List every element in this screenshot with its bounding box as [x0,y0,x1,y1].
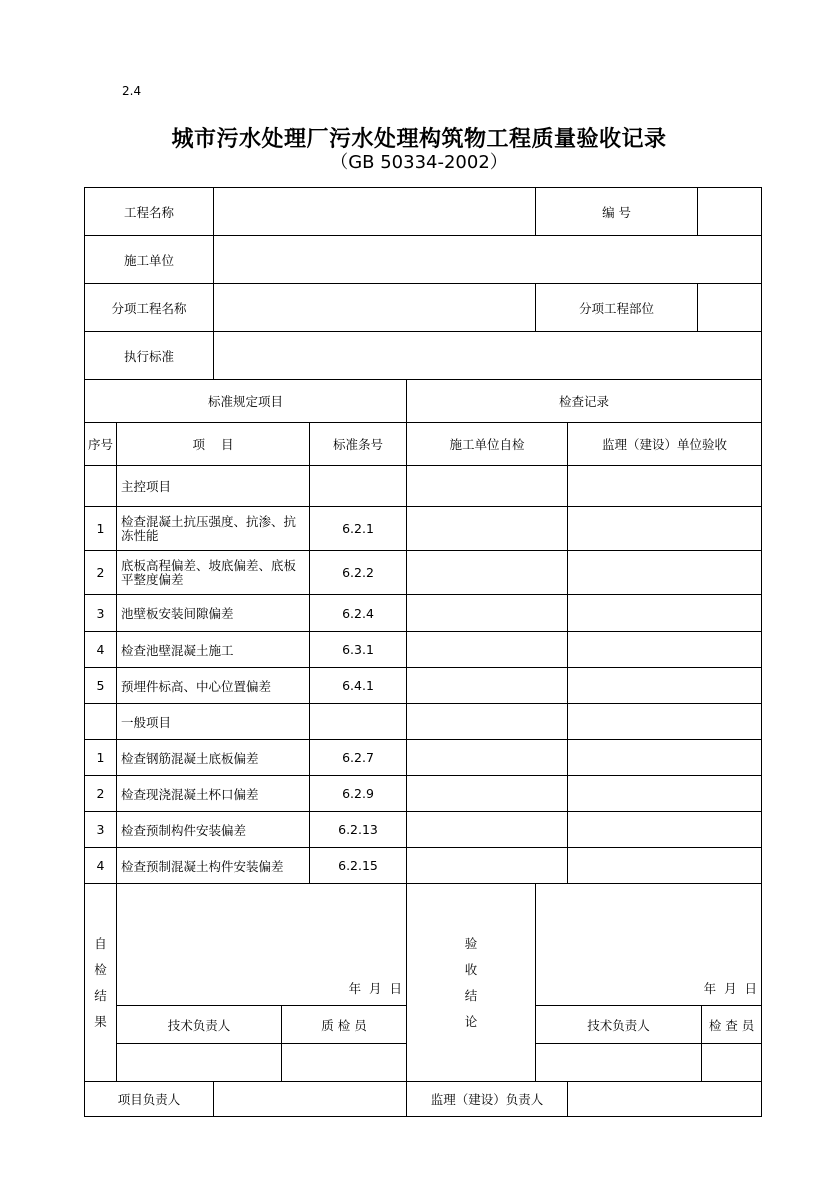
supervisor-check-cell[interactable] [568,551,762,595]
clause-cell: 6.2.9 [310,776,407,812]
self-inspector-label: 质 检 员 [321,1017,367,1033]
table-row [85,668,762,704]
seq-cell [85,466,117,507]
general-group-label: 一般项目 [117,704,310,740]
supervisor-check-cell[interactable] [568,595,762,632]
supervisor-check-cell[interactable] [568,632,762,668]
supervisor-check-cell[interactable] [568,848,762,884]
clause-header: 标准条号 [310,423,407,466]
page-subtitle: （GB 50334-2002） [330,152,508,173]
self-check-cell[interactable] [407,551,568,595]
sub-part-value[interactable] [698,284,762,332]
seq-cell: 2 [85,551,117,595]
item-cell: 检查预制混凝土构件安装偏差 [117,848,310,884]
clause-cell [310,466,407,507]
item-cell: 预埋件标高、中心位置偏差 [117,668,310,704]
standard-label: 执行标准 [85,332,214,380]
seq-header: 序号 [85,423,117,466]
seq-cell: 3 [85,812,117,848]
item-cell: 检查预制构件安装偏差 [117,812,310,848]
accept-inspector-label: 检 查 员 [708,1017,755,1033]
table-row [85,551,762,595]
table-row [85,507,762,551]
seq-cell: 5 [85,668,117,704]
supervisor-check-header: 监理（建设）单位验收 [568,423,762,466]
clause-cell: 6.2.2 [310,551,407,595]
seq-cell: 2 [85,776,117,812]
self-check-cell[interactable] [407,595,568,632]
supervisor-manager-signature[interactable] [568,1082,762,1117]
self-check-cell[interactable] [407,812,568,848]
doc-number: 2.4 [122,84,142,98]
self-check-cell[interactable] [407,507,568,551]
self-result-date[interactable]: 年 月 日 [117,884,407,1006]
project-name-label: 工程名称 [85,188,214,236]
accept-result-label: 验 收 结 论 [407,884,536,1082]
self-check-cell[interactable] [407,632,568,668]
seq-cell: 4 [85,848,117,884]
supervisor-check-cell[interactable] [568,466,762,507]
self-check-cell[interactable] [407,466,568,507]
page-title: 城市污水处理厂污水处理构筑物工程质量验收记录 [171,127,667,152]
self-result-label: 自 检 结 果 [85,884,117,1082]
self-inspector-signature[interactable] [282,1044,407,1081]
project-name-value[interactable] [214,188,536,236]
self-check-header: 施工单位自检 [407,423,568,466]
item-header: 项 目 [117,423,310,466]
code-label: 编 号 [536,188,698,236]
contractor-label: 施工单位 [85,236,214,284]
supervisor-check-cell[interactable] [568,776,762,812]
supervisor-check-cell[interactable] [568,704,762,740]
clause-cell [310,704,407,740]
sub-project-value[interactable] [214,284,536,332]
self-tech-lead-label: 技术负责人 [117,1006,282,1043]
sub-part-label: 分项工程部位 [536,284,698,332]
clause-cell: 6.2.4 [310,595,407,632]
table-row [85,632,762,668]
table-row [85,740,762,776]
standard-items-header: 标准规定项目 [85,380,407,423]
seq-cell [85,704,117,740]
clause-cell: 6.2.15 [310,848,407,884]
self-check-cell[interactable] [407,704,568,740]
standard-value[interactable] [214,332,762,380]
self-check-cell[interactable] [407,776,568,812]
clause-cell: 6.3.1 [310,632,407,668]
table-row [85,848,762,884]
contractor-value[interactable] [214,236,762,284]
seq-cell: 1 [85,740,117,776]
project-manager-label: 项目负责人 [85,1082,214,1117]
seq-cell: 3 [85,595,117,632]
item-cell: 检查现浇混凝土杯口偏差 [117,776,310,812]
accept-inspector-signature[interactable] [702,1044,762,1081]
inspection-record-header: 检查记录 [407,380,762,423]
accept-result-date[interactable]: 年 月 日 [536,884,762,1006]
table-row [85,812,762,848]
item-cell: 检查钢筋混凝土底板偏差 [117,740,310,776]
item-cell: 池壁板安装间隙偏差 [117,595,310,632]
project-manager-signature[interactable] [214,1082,407,1117]
clause-cell: 6.2.1 [310,507,407,551]
table-row [85,776,762,812]
accept-tech-lead-label: 技术负责人 [536,1006,702,1043]
clause-cell: 6.4.1 [310,668,407,704]
supervisor-check-cell[interactable] [568,507,762,551]
accept-tech-lead-signature[interactable] [536,1044,702,1081]
supervisor-check-cell[interactable] [568,668,762,704]
supervisor-manager-label: 监理（建设）负责人 [407,1082,568,1117]
clause-cell: 6.2.7 [310,740,407,776]
self-check-cell[interactable] [407,848,568,884]
self-check-cell[interactable] [407,740,568,776]
main-group-label: 主控项目 [117,466,310,507]
seq-cell: 1 [85,507,117,551]
item-cell: 检查混凝土抗压强度、抗渗、抗冻性能 [117,507,310,551]
clause-cell: 6.2.13 [310,812,407,848]
inspection-form [84,187,762,1117]
self-tech-lead-signature[interactable] [117,1044,282,1081]
seq-cell: 4 [85,632,117,668]
self-check-cell[interactable] [407,668,568,704]
item-cell: 底板高程偏差、坡底偏差、底板平整度偏差 [117,551,310,595]
sub-project-label: 分项工程名称 [85,284,214,332]
supervisor-check-cell[interactable] [568,812,762,848]
supervisor-check-cell[interactable] [568,740,762,776]
item-cell: 检查池壁混凝土施工 [117,632,310,668]
code-value[interactable] [698,188,762,236]
table-row [85,595,762,632]
